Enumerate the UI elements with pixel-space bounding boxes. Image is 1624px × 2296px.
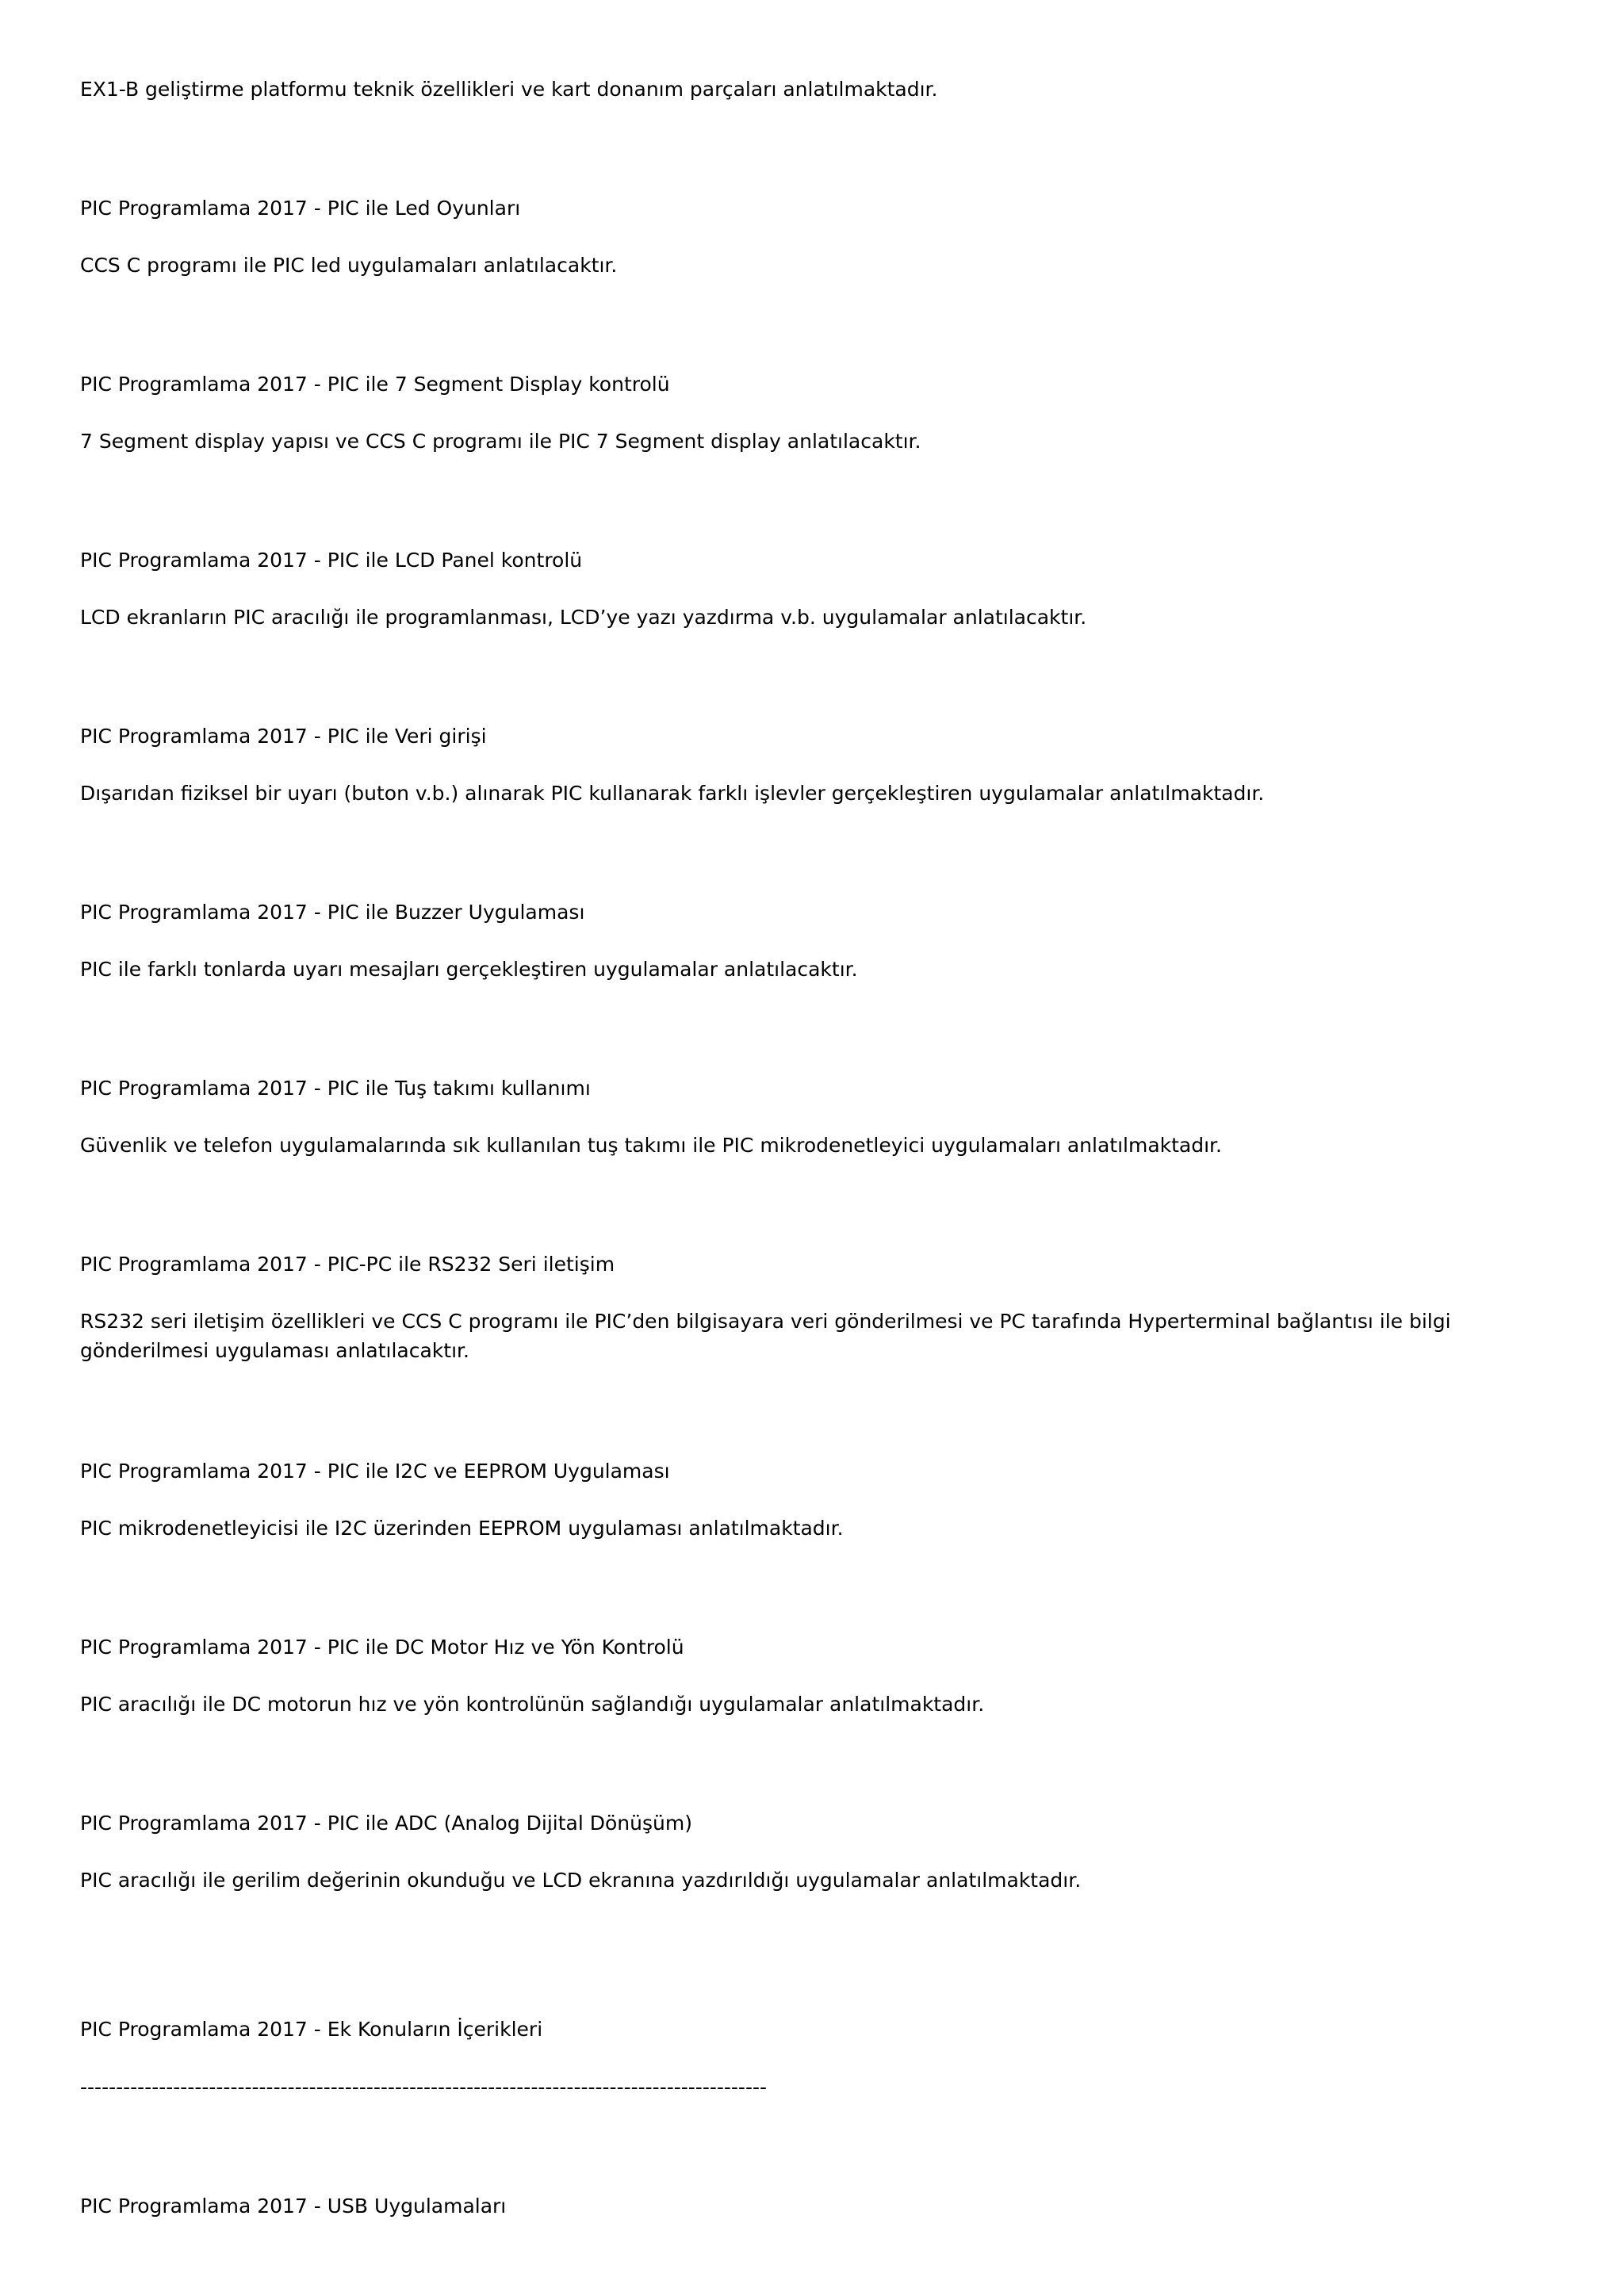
intro-description: EX1-B geliştirme platformu teknik özellikleri ve kart donanım parçaları anlatılmaktadır. <box>80 78 938 101</box>
section-desc-led: CCS C programı ile PIC led uygulamaları anlatılacaktır. <box>80 254 618 277</box>
section-title-dc-motor: PIC Programlama 2017 - PIC ile DC Motor Hız ve Yön Kontrolü <box>80 1636 684 1659</box>
section-title-extra-topics: PIC Programlama 2017 - Ek Konuların İçerikleri <box>80 2018 543 2041</box>
section-desc-adc: PIC aracılığı ile gerilim değerinin okunduğu ve LCD ekranına yazdırıldığı uygulamalar anlatılmaktadır. <box>80 1869 1082 1892</box>
section-title-rs232: PIC Programlama 2017 - PIC-PC ile RS232 Seri iletişim <box>80 1253 615 1276</box>
section-title-buzzer: PIC Programlama 2017 - PIC ile Buzzer Uygulaması <box>80 901 585 924</box>
section-desc-7segment: 7 Segment display yapısı ve CCS C programı ile PIC 7 Segment display anlatılacaktır. <box>80 430 921 453</box>
section-title-i2c: PIC Programlama 2017 - PIC ile I2C ve EEPROM Uygulaması <box>80 1460 670 1483</box>
section-desc-keypad: Güvenlik ve telefon uygulamalarında sık kullanılan tuş takımı ile PIC mikrodenetleyici uygulamaları anlatılmaktadır. <box>80 1134 1222 1157</box>
section-title-input: PIC Programlama 2017 - PIC ile Veri girişi <box>80 725 487 748</box>
section-title-adc: PIC Programlama 2017 - PIC ile ADC (Analog Dijital Dönüşüm) <box>80 1812 692 1835</box>
dashed-separator: ------------------------------------------------------------------------------------------------ <box>80 2076 768 2099</box>
section-desc-rs232: RS232 seri iletişim özellikleri ve CCS C programı ile PIC’den bilgisayara veri gönderilmesi ve PC tarafında Hyperterminal bağlantısı ile bilgi gönderilmesi uygulaması anlatılacaktır. <box>80 1310 1451 1362</box>
section-desc-lcd: LCD ekranların PIC aracılığı ile programlanması, LCD’ye yazı yazdırma v.b. uygulamalar anlatılacaktır. <box>80 606 1087 629</box>
section-title-keypad: PIC Programlama 2017 - PIC ile Tuş takımı kullanımı <box>80 1077 591 1100</box>
section-desc-buzzer: PIC ile farklı tonlarda uyarı mesajları gerçekleştiren uygulamalar anlatılacaktır. <box>80 958 858 981</box>
section-title-usb: PIC Programlama 2017 - USB Uygulamaları <box>80 2195 507 2218</box>
section-title-lcd: PIC Programlama 2017 - PIC ile LCD Panel kontrolü <box>80 549 583 572</box>
section-title-led: PIC Programlama 2017 - PIC ile Led Oyunları <box>80 197 521 220</box>
section-desc-input: Dışarıdan fiziksel bir uyarı (buton v.b.) alınarak PIC kullanarak farklı işlevler gerçekleştiren uygulamalar anlatılmaktadır. <box>80 782 1265 805</box>
section-desc-dc-motor: PIC aracılığı ile DC motorun hız ve yön kontrolünün sağlandığı uygulamalar anlatılmaktadır. <box>80 1693 985 1716</box>
section-title-7segment: PIC Programlama 2017 - PIC ile 7 Segment Display kontrolü <box>80 373 670 396</box>
section-desc-i2c: PIC mikrodenetleyicisi ile I2C üzerinden EEPROM uygulaması anlatılmaktadır. <box>80 1517 844 1540</box>
